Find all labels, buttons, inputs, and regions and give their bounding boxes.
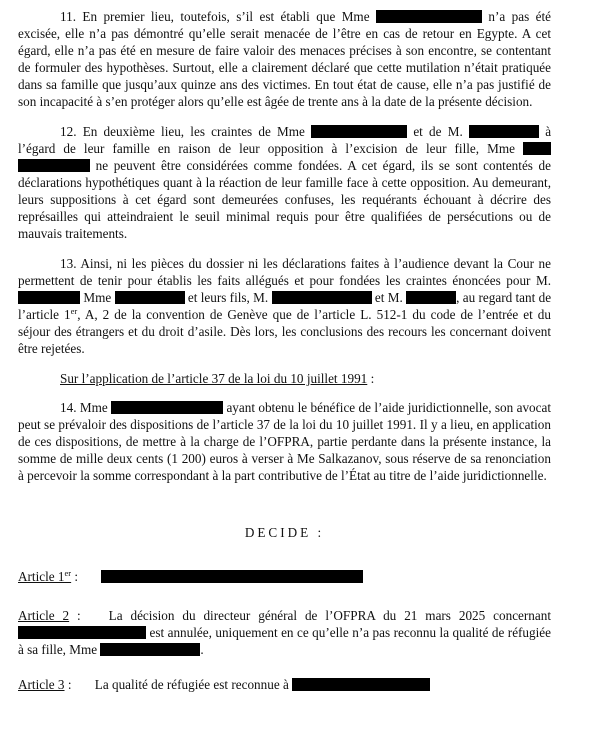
redaction-bar bbox=[101, 570, 363, 583]
redaction-bar bbox=[18, 626, 146, 639]
article-3-label: Article 3 bbox=[18, 677, 65, 692]
superscript-er: er bbox=[70, 306, 78, 316]
paragraph-13-text-e: , au regard tant de l’article 1 bbox=[18, 290, 552, 322]
article-1-colon: : bbox=[71, 569, 79, 584]
paragraph-12-text-a: 12. En deuxième lieu, les craintes de Mme bbox=[60, 124, 305, 139]
redaction-bar bbox=[115, 291, 185, 304]
article-1 bbox=[18, 568, 551, 585]
redaction-bar bbox=[18, 291, 80, 304]
paragraph-11-text-end: n’a pas été excisée, elle n’a pas démontré qu’elle serait menacée de l’être en cas de retour en Egypte. A cet égard, elle n’a pas été en mesure de faire valoir des menaces précises à son encontre, se contentant de formuler des hypothèses. Surtout, elle a clairement déclaré que cette mutilation n’était pratiquée dans sa famille que jusqu’aux quinze ans des victimes. En tout état de cause, elle n’a pas justifié de son incapacité à s’en protéger alors qu’elle est âgée de trente ans à la date de la présente décision. bbox=[18, 9, 552, 109]
paragraph-11-text-start: 11. En premier lieu, toutefois, s’il est établi que Mme bbox=[60, 9, 370, 24]
paragraph-11 bbox=[18, 8, 551, 110]
article-3-colon: : bbox=[64, 677, 72, 692]
section-subheading bbox=[60, 370, 551, 387]
redaction-bar bbox=[469, 125, 539, 138]
redaction-bar bbox=[100, 643, 200, 656]
article-3 bbox=[18, 676, 551, 693]
paragraph-13-text-c: et leurs fils, M. bbox=[187, 290, 269, 305]
article-2-text-c: . bbox=[200, 642, 204, 657]
paragraph-14-text-a: 14. Mme bbox=[60, 400, 108, 415]
redaction-bar bbox=[18, 159, 90, 172]
document-page bbox=[18, 8, 551, 693]
paragraph-13-text-b: Mme bbox=[83, 290, 112, 305]
paragraph-12-text-c: à l’égard de leur famille en raison de leur opposition à l’excision de leur fille, Mme bbox=[18, 124, 552, 156]
paragraph-12-text-d: ne peuvent être considérées comme fondées. A cet égard, ils se sont contentés de déclarations hypothétiques quant à la réaction de leur famille face à cette opposition. Au demeurant, leurs suppositions à cet égard sont demeurées confuses, les requérants échouant à décrire des représailles qui atteindraient le seuil minimal requis pour être qualifiées de persécutions ou de mauvais traitements. bbox=[18, 158, 551, 241]
redaction-bar bbox=[376, 10, 482, 23]
article-2-label: Article 2 bbox=[18, 608, 70, 623]
paragraph-13-text-d: et M. bbox=[374, 290, 403, 305]
redaction-bar bbox=[111, 401, 223, 414]
paragraph-13 bbox=[18, 255, 551, 357]
paragraph-13-text-f: , A, 2 de la convention de Genève que de l’article L. 512-1 du code de l’entrée et du séjour des étrangers et du droit d’asile. Dès lors, les conclusions des recours les concernant doivent être rejetées. bbox=[18, 307, 551, 356]
paragraph-13-text-a: 13. Ainsi, ni les pièces du dossier ni les déclarations faites à l’audience devant la Cour ne permettent de tenir pour établis les faits allégués et pour fondées les craintes énoncées pour M. bbox=[18, 256, 551, 288]
subheading-text: Sur l’application de l’article 37 de la loi du 10 juillet 1991 bbox=[60, 371, 368, 386]
subheading-colon: : bbox=[367, 371, 375, 386]
paragraph-12 bbox=[18, 123, 551, 242]
article-2-colon: : bbox=[69, 608, 81, 623]
article-2 bbox=[18, 607, 551, 658]
paragraph-12-text-b: et de M. bbox=[413, 124, 463, 139]
paragraph-14 bbox=[18, 399, 551, 484]
redaction-bar bbox=[311, 125, 407, 138]
article-2-text-b: est annulée, uniquement en ce qu’elle n’a pas reconnu la qualité de réfugiée à sa fille, Mme bbox=[18, 625, 551, 657]
decide-heading: DECIDE : bbox=[244, 525, 325, 540]
redaction-bar bbox=[292, 678, 430, 691]
paragraph-14-text-b: ayant obtenu le bénéfice de l’aide juridictionnelle, son avocat peut se prévaloir des dispositions de l’article 37 de la loi du 10 juillet 1991. Il y a lieu, en application de ces dispositions, de mettre à la charge de l’OFPRA, partie perdante dans la présente instance, la somme de mille deux cents (1 200) euros à verser à Me Salkazanov, sous réserve de sa renonciation à percevoir la somme correspondant à la part contributive de l’État au titre de l’aide juridictionnelle. bbox=[18, 400, 552, 483]
article-2-text-a: La décision du directeur général de l’OFPRA du 21 mars 2025 concernant bbox=[108, 608, 552, 623]
article-1-label: Article 1er bbox=[18, 568, 72, 584]
article-3-text-a: La qualité de réfugiée est reconnue à bbox=[94, 677, 289, 692]
redaction-bar bbox=[523, 142, 551, 155]
redaction-bar bbox=[272, 291, 372, 304]
redaction-bar bbox=[406, 291, 456, 304]
